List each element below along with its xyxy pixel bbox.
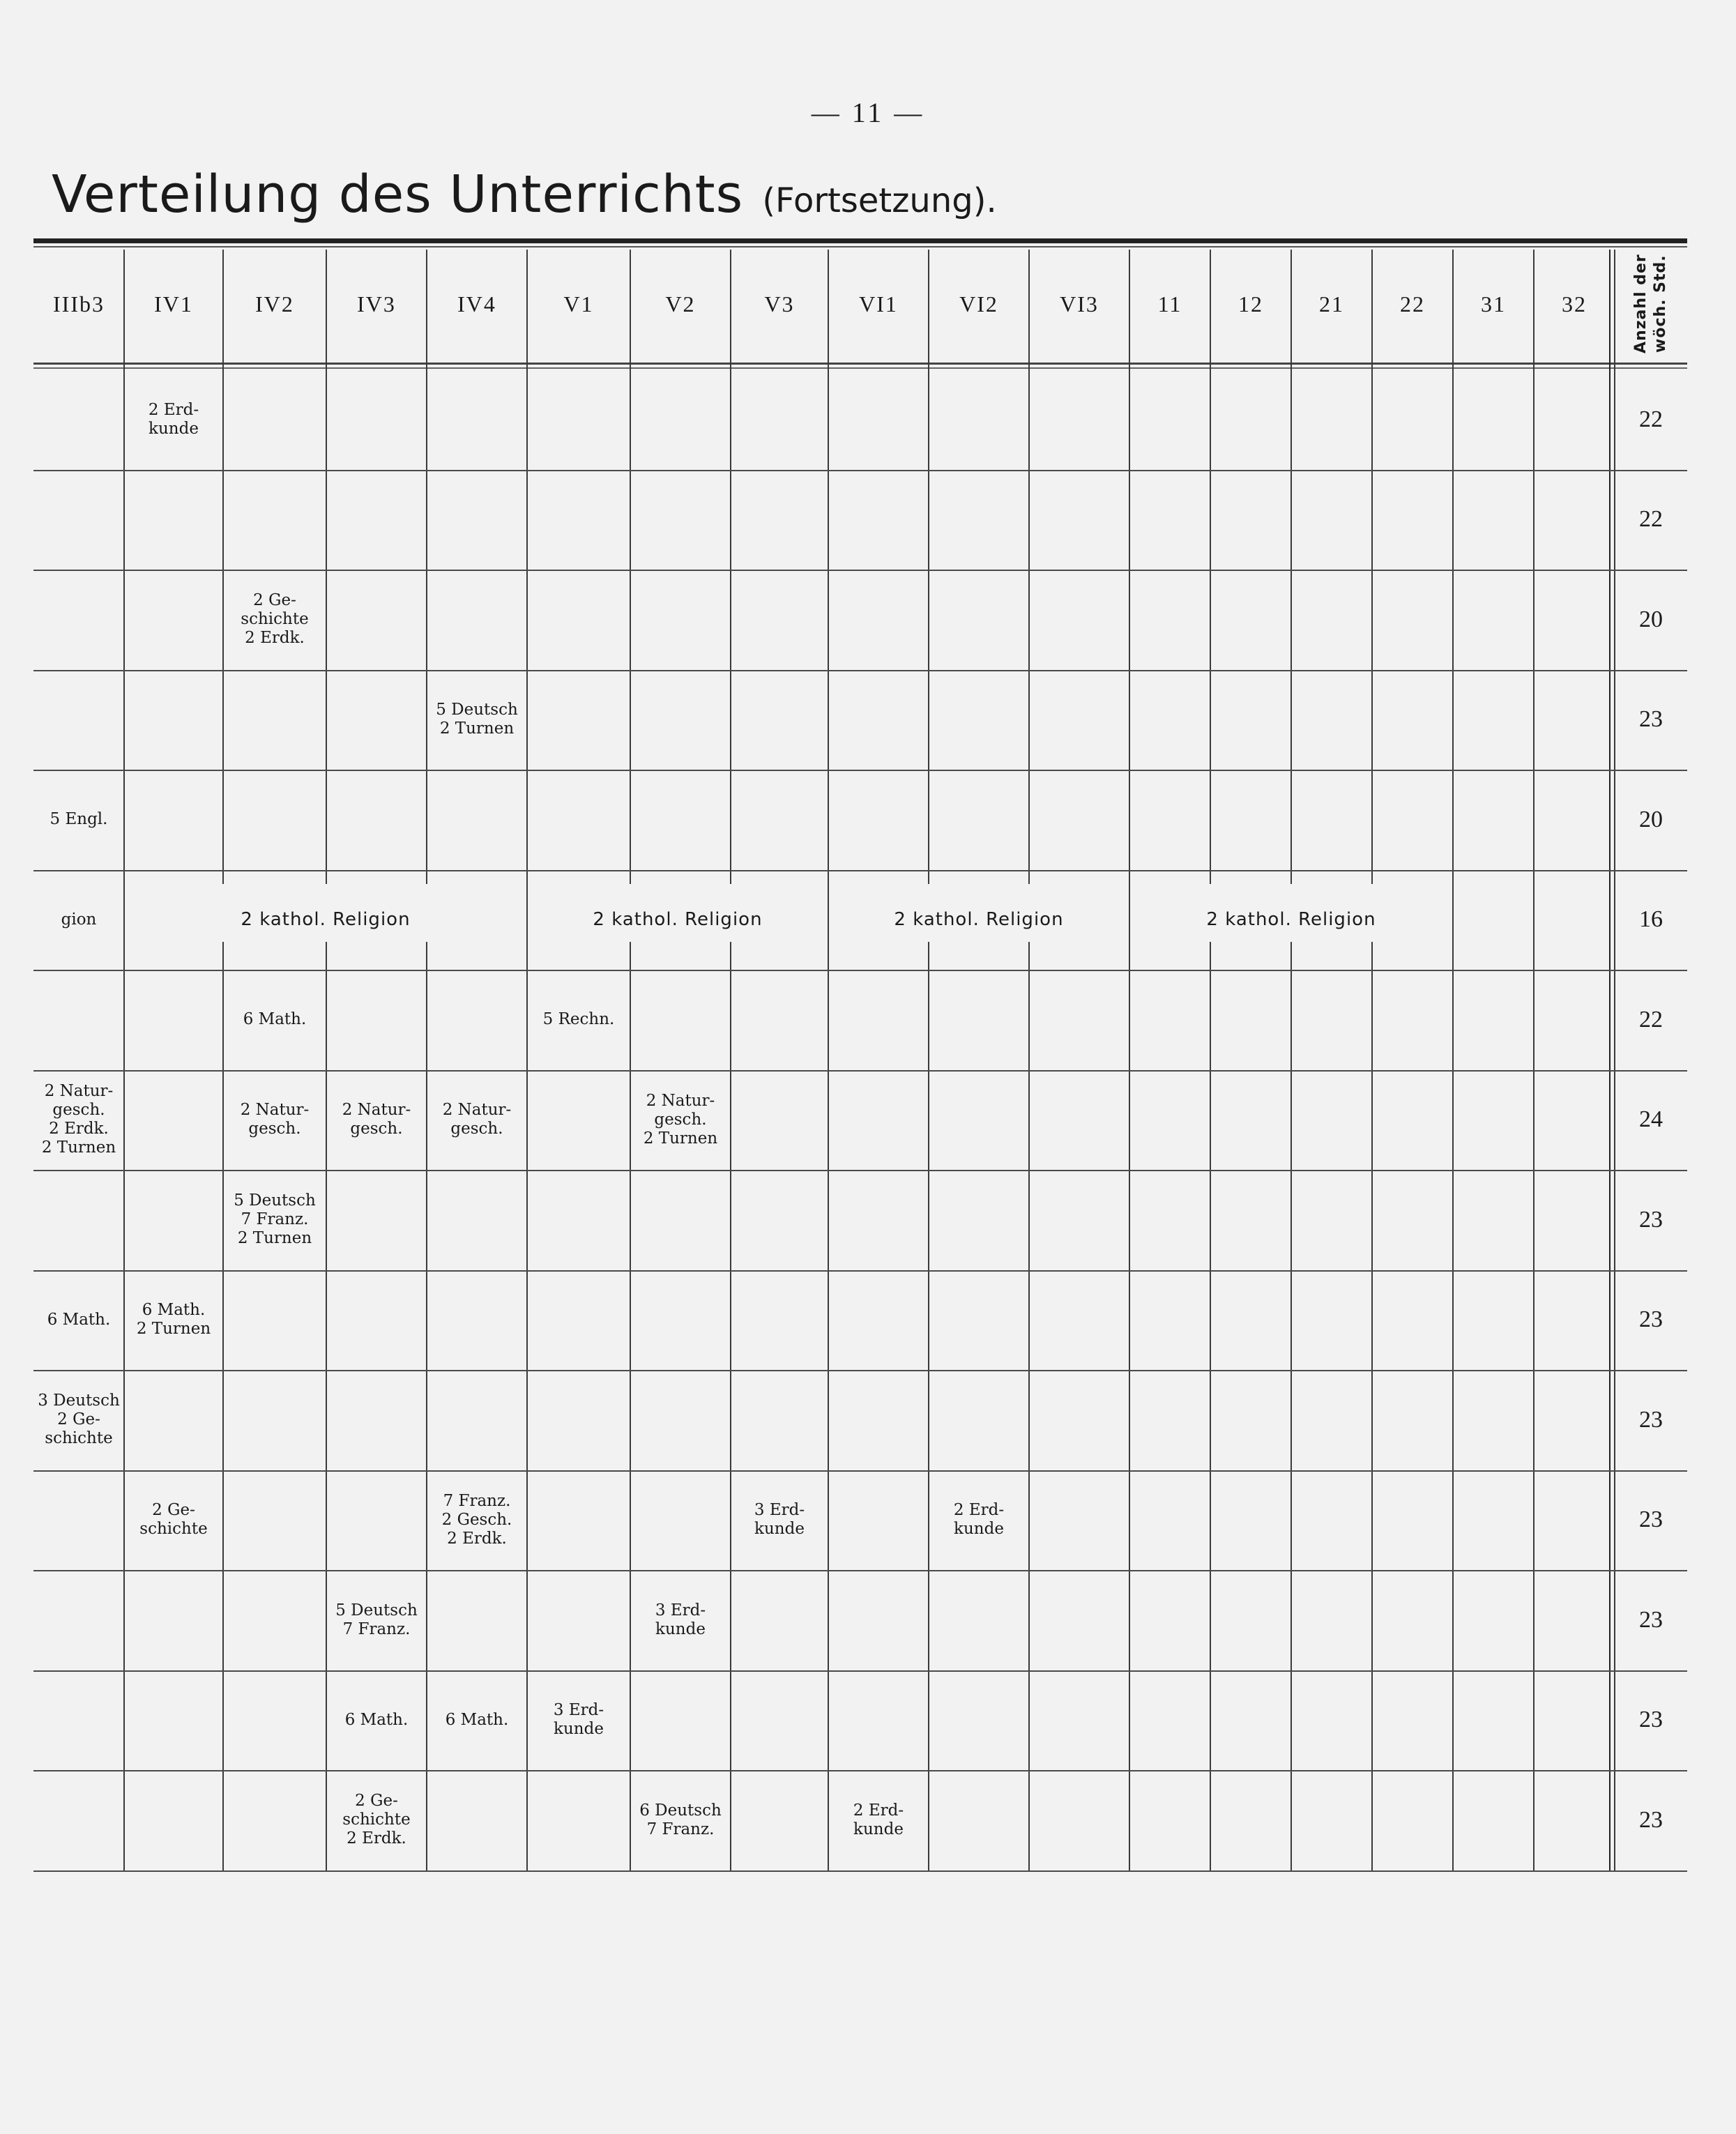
column-divider (123, 250, 125, 1870)
column-header: 32 (1562, 291, 1587, 317)
schedule-cell: 6 Math. (243, 1010, 307, 1029)
top-rule-thin (33, 246, 1687, 247)
column-header: IV2 (255, 291, 294, 317)
schedule-cell: 2 Ge- schichte 2 Erdk. (342, 1792, 411, 1848)
row-total: 24 (1639, 1106, 1663, 1133)
top-rule (33, 238, 1687, 243)
page-title (52, 165, 997, 224)
schedule-cell: 3 Deutsch 2 Ge- schichte (38, 1392, 120, 1448)
schedule-cell: 2 Natur- gesch. 2 Turnen (643, 1091, 718, 1148)
column-header: IV4 (457, 291, 496, 317)
header-rule-thin (33, 367, 1687, 369)
title-main: Verteilung des Unterrichts (52, 165, 744, 224)
row-divider (33, 1470, 1687, 1472)
schedule-cell: 2 Natur- gesch. 2 Erdk. 2 Turnen (41, 1082, 116, 1157)
schedule-cell: 2 Erd- kunde (853, 1801, 904, 1838)
row-divider (33, 770, 1687, 771)
schedule-cell: 5 Deutsch 2 Turnen (436, 701, 518, 738)
schedule-cell: 3 Erd- kunde (754, 1501, 805, 1539)
row-total: 22 (1639, 406, 1663, 432)
row-total: 23 (1639, 1507, 1663, 1533)
row-total: 23 (1639, 1306, 1663, 1333)
row-divider (33, 470, 1687, 471)
row-total: 20 (1639, 806, 1663, 832)
column-divider (928, 250, 929, 1870)
column-header: V2 (665, 291, 696, 317)
column-header: V1 (563, 291, 594, 317)
column-header: 12 (1238, 291, 1263, 317)
column-divider (1129, 250, 1130, 1870)
row-total: 22 (1639, 1006, 1663, 1032)
schedule-cell: 5 Deutsch 7 Franz. 2 Turnen (234, 1191, 316, 1248)
total-divider (1609, 250, 1611, 1870)
schedule-cell: 2 Erd- kunde (953, 1501, 1005, 1539)
row-total: 23 (1639, 1406, 1663, 1433)
column-header: 21 (1319, 291, 1344, 317)
schedule-cell: 6 Math. (445, 1710, 509, 1729)
column-divider (1533, 250, 1535, 1870)
row-divider (33, 1670, 1687, 1672)
row-total: 20 (1639, 606, 1663, 632)
column-header: V3 (764, 291, 795, 317)
row-total: 23 (1639, 1206, 1663, 1233)
column-header: 31 (1481, 291, 1506, 317)
row-total: 22 (1639, 506, 1663, 533)
schedule-cell: 2 Erd- kunde (148, 400, 199, 438)
column-header: IV1 (154, 291, 193, 317)
schedule-cell: 5 Engl. (50, 810, 108, 829)
column-divider (1210, 250, 1211, 1870)
schedule-cell: 2 Natur- gesch. (342, 1101, 411, 1138)
row-divider (33, 1370, 1687, 1371)
column-header: VI3 (1060, 291, 1099, 317)
religion-span-cell: 2 kathol. Religion (1206, 909, 1376, 931)
schedule-cell: 6 Math. 2 Turnen (136, 1301, 211, 1339)
column-header: VI2 (959, 291, 998, 317)
schedule-cell: 7 Franz. 2 Gesch. 2 Erdk. (441, 1491, 512, 1548)
schedule-cell: 6 Math. (344, 1710, 409, 1729)
schedule-cell: 5 Rechn. (542, 1010, 615, 1029)
column-header: VI1 (859, 291, 898, 317)
row-total: 23 (1639, 1707, 1663, 1733)
column-header: Anzahl der wöch. Std. (1632, 254, 1669, 354)
header-rule (33, 363, 1687, 365)
column-header: 11 (1157, 291, 1182, 317)
schedule-cell: 6 Deutsch 7 Franz. (639, 1801, 722, 1838)
schedule-cell: 3 Erd- kunde (553, 1701, 604, 1739)
title-subtitle: (Fortsetzung). (762, 181, 997, 220)
schedule-cell: 2 Natur- gesch. (240, 1101, 310, 1138)
column-header: 22 (1400, 291, 1425, 317)
religion-span-cell: 2 kathol. Religion (241, 909, 411, 931)
schedule-cell: 2 Ge- schichte (139, 1501, 208, 1539)
religion-span-cell: 2 kathol. Religion (894, 909, 1064, 931)
schedule-cell: 5 Deutsch 7 Franz. (335, 1601, 418, 1638)
row-divider (33, 1570, 1687, 1571)
schedule-cell: 6 Math. (47, 1310, 111, 1329)
schedule-cell: 2 Natur- gesch. (442, 1101, 512, 1138)
table-bottom-line (33, 1870, 1687, 1872)
schedule-cell: 2 Ge- schichte 2 Erdk. (241, 591, 309, 648)
row-divider (33, 1270, 1687, 1272)
column-header: IIIb3 (53, 291, 105, 317)
column-divider (828, 250, 829, 1870)
schedule-cell: 3 Erd- kunde (655, 1601, 706, 1638)
column-divider (1452, 250, 1454, 1870)
header-row (33, 248, 1687, 360)
column-divider (1028, 250, 1030, 1870)
schedule-cell: gion (61, 910, 97, 929)
row-divider (33, 670, 1687, 671)
religion-span-cell: 2 kathol. Religion (593, 909, 763, 931)
row-total: 23 (1639, 1806, 1663, 1833)
column-header: IV3 (357, 291, 396, 317)
row-total: 23 (1639, 706, 1663, 733)
row-total: 23 (1639, 1606, 1663, 1633)
column-divider (1290, 250, 1292, 1870)
column-divider (1371, 250, 1373, 1870)
row-total: 16 (1639, 906, 1663, 933)
page-number: — 11 — (811, 97, 925, 128)
